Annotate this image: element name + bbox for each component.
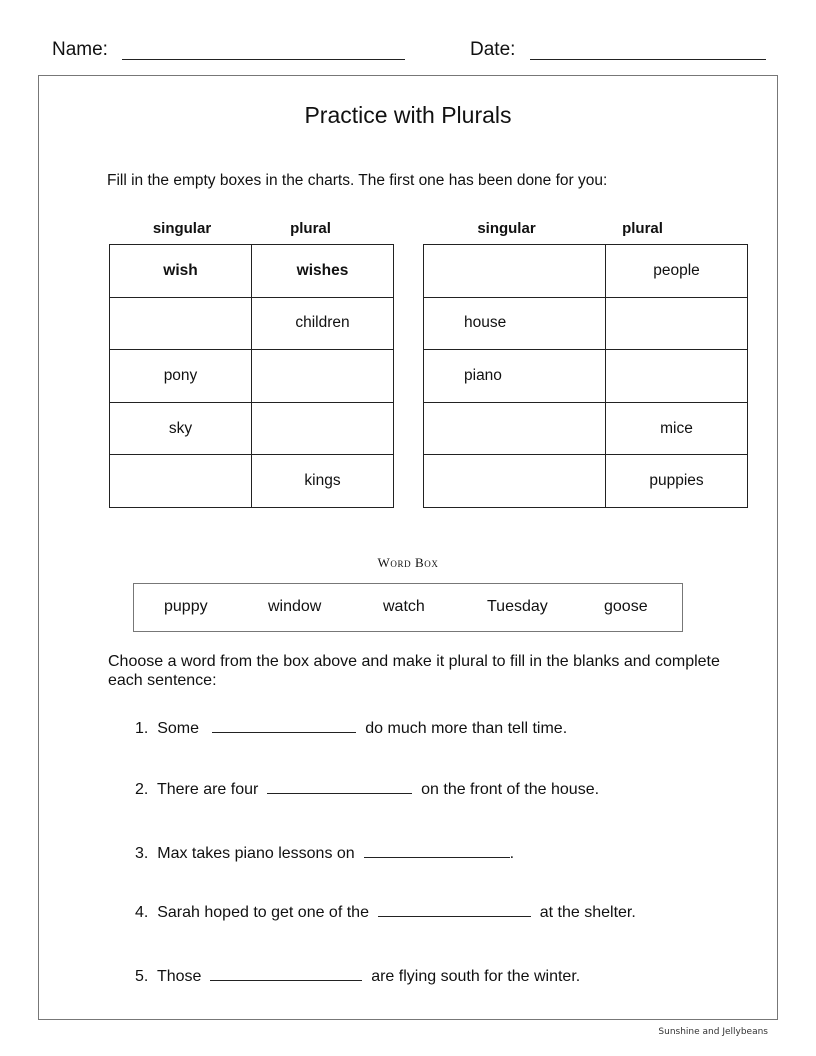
chart-cell[interactable] [606,350,748,403]
sentence-before: There are four [156,781,259,798]
answer-blank[interactable] [267,779,412,794]
sentence-before: Those [156,968,202,985]
date-label: Date: [470,39,516,60]
table-row [424,402,748,455]
sentence-1 [135,718,567,738]
chart-cell[interactable] [606,297,748,350]
sentence-instructions: Choose a word from the box above and make it plural to fill in the blanks and complete each sentence: [108,653,720,689]
sentence-number: 5. [135,968,149,985]
table-row [424,455,748,508]
sentence-after: on the front of the house. [421,781,600,798]
table-row [424,350,748,403]
chart-cell[interactable] [252,402,394,455]
word-box-word: puppy [164,598,208,615]
chart-cell[interactable] [110,297,252,350]
word-box-word: watch [383,598,425,615]
answer-blank[interactable] [210,966,362,981]
table-row [424,297,748,350]
chart-cell: puppies [606,455,748,508]
sentence-after: . [509,845,515,862]
word-box-word: window [268,598,322,615]
table-row [110,402,394,455]
word-box-word: Tuesday [487,598,548,615]
chart-cell[interactable] [252,350,394,403]
left-plurals-chart [109,244,394,508]
footer-credit: Sunshine and Jellybeans [658,1027,768,1037]
sentence-before: Sarah hoped to get one of the [157,904,369,921]
sentence-5 [135,966,580,986]
chart-cell[interactable] [424,455,606,508]
chart-instructions: Fill in the empty boxes in the charts. The first one has been done for you: [107,172,608,189]
sentence-before: Max takes piano lessons on [157,845,355,862]
sentence-before: Some [157,720,200,737]
left-plural-header: plural [290,220,331,237]
sentence-number: 2. [135,781,149,798]
chart-cell: wish [110,245,252,298]
chart-cell: pony [110,350,252,403]
sentence-2 [135,779,599,799]
chart-cell: sky [110,402,252,455]
word-box-title: Word Box [377,555,439,570]
word-box-word: goose [604,598,648,615]
chart-cell[interactable] [424,245,606,298]
sentence-4 [135,902,636,922]
sentence-3 [135,843,514,863]
answer-blank[interactable] [364,843,510,858]
name-label: Name: [52,39,108,60]
right-singular-header: singular [477,220,536,237]
table-row [110,297,394,350]
sentence-number: 3. [135,845,149,862]
name-field[interactable] [122,59,405,60]
chart-cell: wishes [252,245,394,298]
table-row [110,245,394,298]
sentence-after: do much more than tell time. [365,720,568,737]
table-row [424,245,748,298]
sentence-after: are flying south for the winter. [371,968,581,985]
sentence-number: 4. [135,904,149,921]
chart-cell[interactable] [110,455,252,508]
chart-cell: people [606,245,748,298]
right-plural-header: plural [622,220,663,237]
chart-cell: children [252,297,394,350]
chart-cell: kings [252,455,394,508]
answer-blank[interactable] [378,902,531,917]
left-singular-header: singular [152,220,212,237]
chart-cell[interactable] [424,402,606,455]
answer-blank[interactable] [212,718,356,733]
chart-cell: piano [424,350,606,403]
chart-cell: mice [606,402,748,455]
chart-cell: house [424,297,606,350]
sentence-number: 1. [135,720,149,737]
sentence-after: at the shelter. [539,904,636,921]
table-row [110,455,394,508]
right-plurals-chart [423,244,748,508]
table-row [110,350,394,403]
date-field[interactable] [530,59,766,60]
page-title: Practice with Plurals [304,102,512,128]
worksheet-frame [38,75,778,1020]
